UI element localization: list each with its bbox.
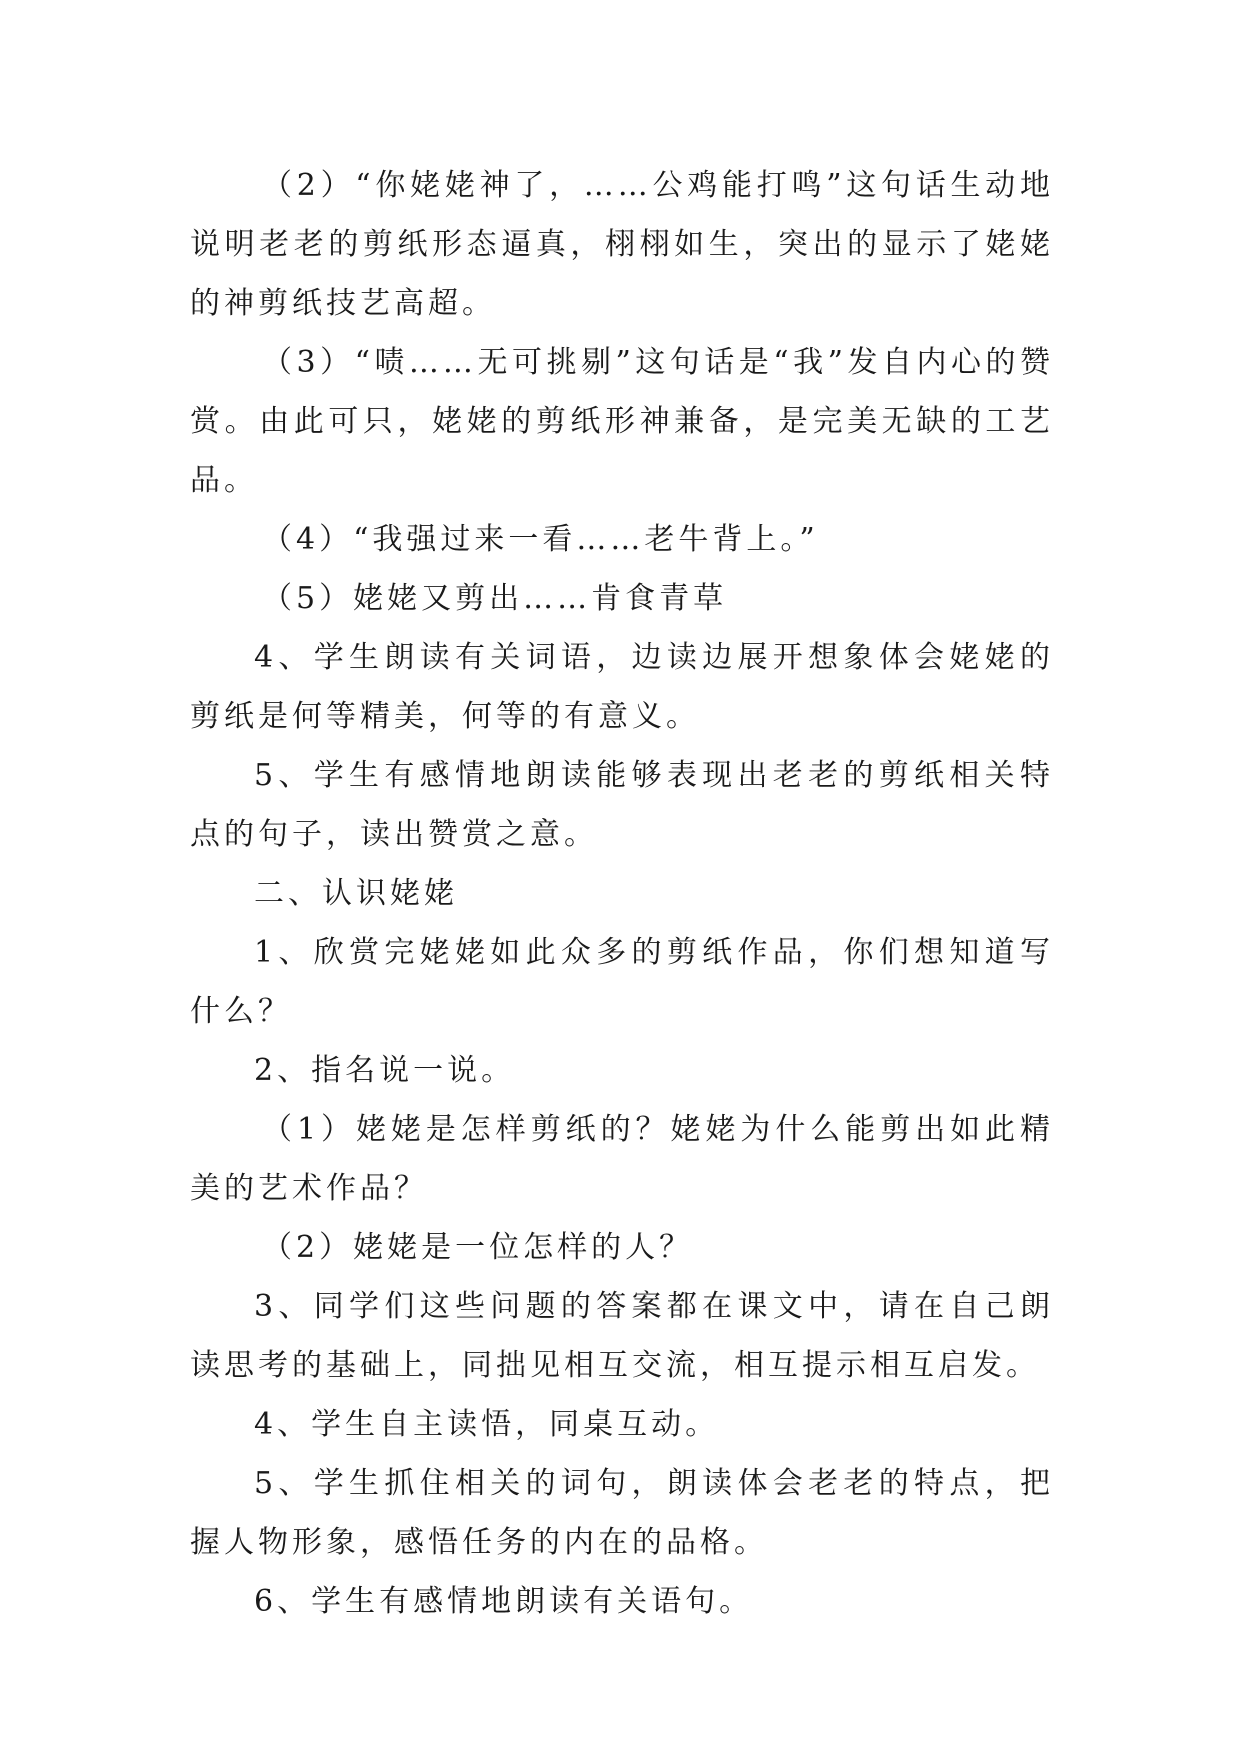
document-body (190, 156, 1054, 1631)
paragraph: 4、学生朗读有关词语，边读边展开想象体会姥姥的剪纸是何等精美，何等的有意义。 (190, 640, 1054, 734)
paragraph: （1）姥姥是怎样剪纸的？姥姥为什么能剪出如此精美的艺术作品？ (190, 1112, 1054, 1206)
paragraph: 3、同学们这些问题的答案都在课文中，请在自己朗读思考的基础上，同拙见相互交流，相互提示相互启发。 (190, 1289, 1054, 1383)
paragraph: 4、学生自主读悟，同桌互动。 (254, 1407, 720, 1442)
paragraph: （3）“啧……无可挑剔”这句话是“我”发自内心的赞赏。由此可只，姥姥的剪纸形神兼备，是完美无缺的工艺品。 (190, 345, 1054, 498)
paragraph: 5、学生抓住相关的词句，朗读体会老老的特点，把握人物形象，感悟任务的内在的品格。 (190, 1466, 1054, 1560)
paragraph: 1、欣赏完姥姥如此众多的剪纸作品，你们想知道写什么？ (190, 935, 1054, 1029)
paragraph: 6、学生有感情地朗读有关语句。 (254, 1584, 754, 1619)
paragraph: （2）“你姥姥神了，……公鸡能打鸣”这句话生动地说明老老的剪纸形态逼真，栩栩如生，突出的显示了姥姥的神剪纸技艺高超。 (190, 168, 1054, 321)
paragraph: 2、指名说一说。 (254, 1053, 516, 1088)
paragraph: 5、学生有感情地朗读能够表现出老老的剪纸相关特点的句子，读出赞赏之意。 (190, 758, 1054, 852)
paragraph: （4）“我强过来一看……老牛背上。” (262, 522, 819, 557)
paragraph: （5）姥姥又剪出……肯食青草 (262, 581, 728, 616)
paragraph: （2）姥姥是一位怎样的人？ (262, 1230, 694, 1265)
section-heading: 二、认识姥姥 (254, 876, 458, 911)
